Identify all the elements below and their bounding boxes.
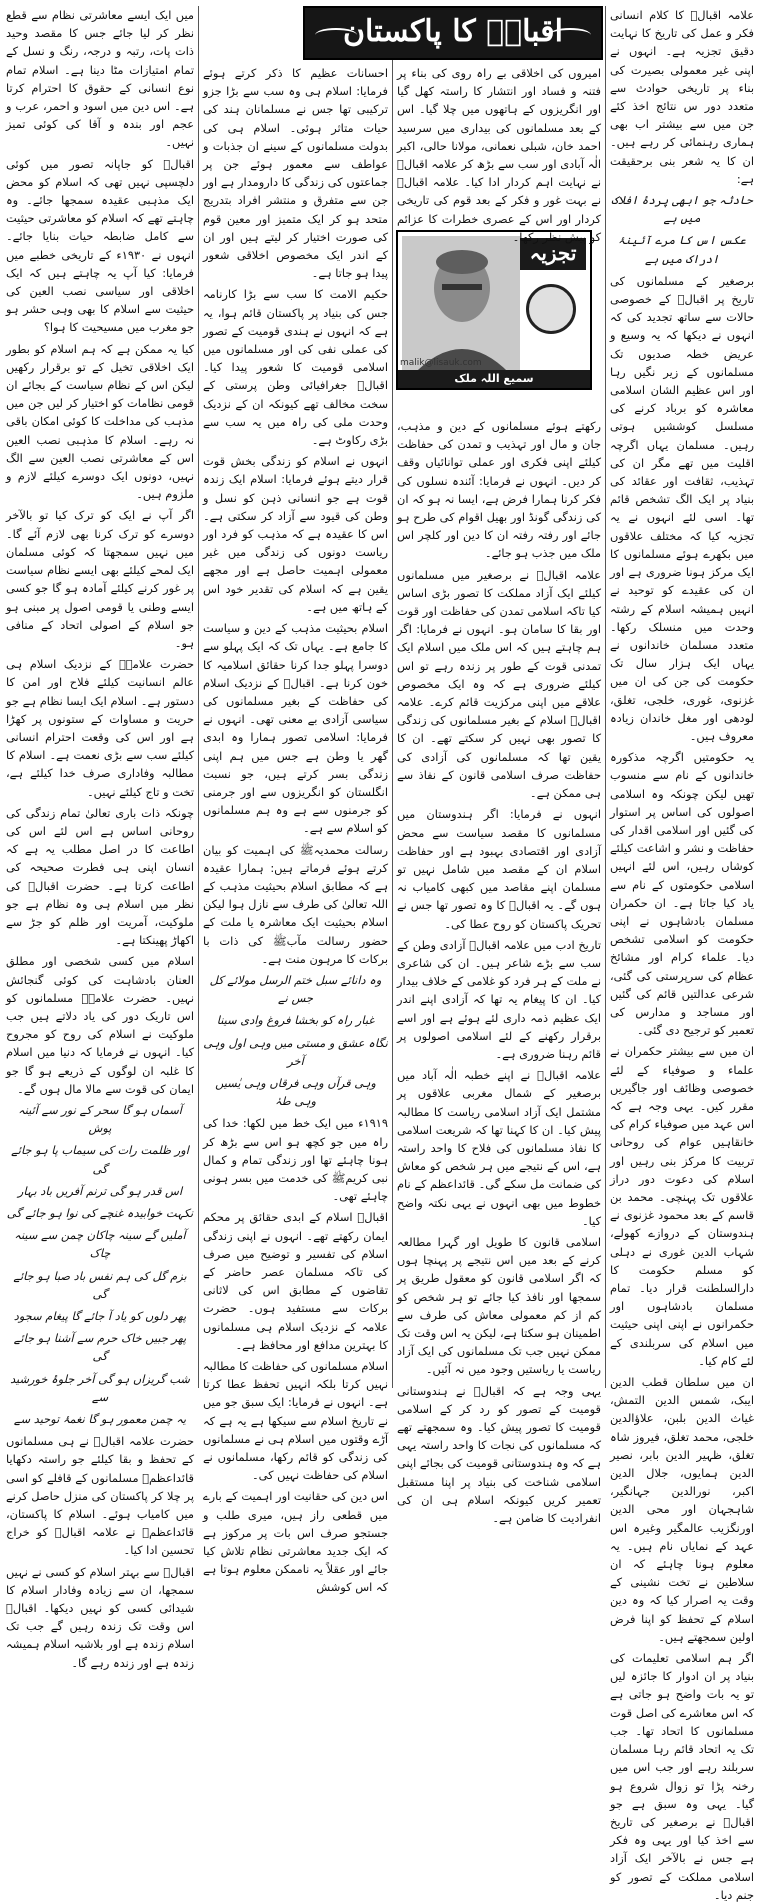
paragraph: ان میں سے بیشتر حکمران نے علماء و صوفیاء کے لئے خصوصی وظائف اور جاگیریں مقرر کیں۔ یہی وجہ ہے کہ اس عہد میں صوفیاء کرام کی خانقاہیں عوام کی روحانی تربیت کا مرکز بنی رہیں اور اسلام کی دعوت دور دراز علاقوں تک پہنچی۔ محمد بن قاسم کے بعد محمود غزنوی نے ہندوستان کے دروازے کھولے، شہاب الدین غوری نے دہلی کو مسلم حکومت کا دارالسلطنت قرار دیا۔ تمام مسلمان بادشاہوں اور حکمرانوں نے اپنی اپنی حیثیت میں اسلام کی سربلندی کے لئے کام کیا۔ bbox=[610, 1044, 754, 1368]
paragraph: حضرت علامہؒ کے نزدیک اسلام ہی عالم انسانیت کیلئے فلاح اور امن کا دستور ہے۔ اسلام ایک ایسا نظام ہے جو حریت و مساوات کے ستونوں پر کھڑا ہے اور اس کی وقعت احترام انسانی کیلئے سب سے بڑی نعمت ہے۔ اسلام کا مطالبہ وفاداری صرف خدا کیلئے ہے، تخت و تاج کیلئے نہیں۔ bbox=[6, 657, 194, 799]
paragraph: یہ حکومتیں اگرچہ مذکورہ خاندانوں کے نام سے منسوب تھیں لیکن چونکہ وہ اسلامی اصولوں کی اساس پر استوار کی گئیں اور اسلامی اقدار کی حفاظت و نشر و اشاعت کیلئے کوشاں رہیں، اس لئے انہیں اسلامی حکومتوں کے نام سے یاد کیا جاتا ہے۔ ان حکمران مسلمان بادشاہوں نے اپنی حکومت کو اسلامی تشخص دیا۔ علماء کرام اور مشائخ عظام کی سرپرستی کی گئی، شرعی عدالتیں قائم کی گئیں اور مساجد و مدارس کی تعمیر کو ترجیح دی گئی۔ bbox=[610, 750, 754, 1038]
article-column-3 bbox=[202, 64, 388, 1595]
paragraph: اسلام بحیثیت مذہب کے دین و سیاست کا جامع ہے۔ یہاں تک کہ ایک پہلو سے دوسرا پہلو جدا کرنا حقائق اسلامیہ کا خون کرنا ہے۔ اقبالؒ کے نزدیک اسلام کی حفاظت کے بغیر مسلمانوں کی سیاسی آزادی بے معنی تھی۔ انہوں نے فرمایا: اسلامی تصور ہمارا وہ ابدی گھر یا وطن ہے جس میں ہم اپنی زندگی بسر کرتے ہیں، جو نسبت انگلستان کو انگریزوں سے اور جرمنی کو جرمنوں سے ہے وہ ہم مسلمانوں کو اسلام سے ہے۔ bbox=[203, 621, 388, 836]
paragraph: احسانات عظیم کا ذکر کرتے ہوئے فرمایا: اسلام ہی وہ سب سے بڑا جزو ترکیبی تھا جس نے مسلمانان ہند کی حیات متاثر ہوئی۔ اسلام ہی کی بدولت مسلمانوں کے سینے ان جذبات و عواطف سے معمور ہوئے جن پر جماعتوں کی زندگی کا دارومدار ہے اور جن سے متفرق و منتشر افراد بتدریج متحد ہو کر ایک متمیز اور معین قوم کی صورت اختیار کر لیتے ہیں اور ان کے اندر ایک مخصوص اخلاقی شعور پیدا ہو جاتا ہے۔ bbox=[203, 66, 388, 281]
paragraph: رسالت محمدیہﷺ کی اہمیت کو بیان کرتے ہوئے فرماتے ہیں: ہمارا عقیدہ ہے کہ مطابق اسلام بحیثیت مذہب کے اللہ تعالیٰ کی طرف سے نازل ہوا لیکن اسلام بحیثیت ایک معاشرہ یا ملت کے حضور رسالت مآبﷺ کی ذات با برکات کا مرہون منت ہے۔ bbox=[203, 842, 388, 966]
column-rule bbox=[198, 6, 199, 1388]
paragraph: انہوں نے اسلام کو زندگی بخش قوت قرار دیتے ہوئے فرمایا: اسلام ایک زندہ قوت ہے جو انسانی ذہن کو نسل و وطن کی قیود سے آزاد کر سکتی ہے۔ اس کا عقیدہ ہے کہ مذہب کو فرد اور ریاست دونوں کی زندگی میں غیر معمولی اہمیت حاصل ہے اور مجھے یقین ہے کہ اسلام کی تقدیر خود اس کے ہاتھ میں ہے۔ bbox=[203, 454, 388, 614]
paragraph: اسلام مسلمانوں کی حفاظت کا مطالبہ نہیں کرتا بلکہ انہیں تحفظ عطا کرتا ہے۔ انہوں نے فرمایا: ایک سبق جو میں نے تاریخ اسلام سے سیکھا ہے یہ ہے کہ آڑے وقتوں میں اسلام ہی نے مسلمانوں کی زندگی کو قائم رکھا، مسلمانوں نے اسلام کی حفاظت نہیں کی۔ bbox=[202, 1359, 388, 1483]
article-title: اقبالؒ کا پاکستان bbox=[343, 14, 563, 49]
paragraph: ان میں سلطان قطب الدین ایبک، شمس الدین التمش، غیاث الدین بلبن، علاؤالدین خلجی، محمد تغلق، فیروز شاہ تغلق، ظہیر الدین بابر، نصیر الدین ہمایوں، جلال الدین اکبر، نورالدین جہانگیر، شاہجہان اور محی الدین اورنگزیب عالمگیر وغیرہ اس عہد کے نمایاں نام ہیں۔ یہ معلوم ہونا چاہئے کہ ان سلاطین نے تخت نشینی کے وقت یہ اصرار کیا کہ وہ دین اسلام کے تحفظ کو اپنا فرض اولین سمجھتے ہیں۔ bbox=[610, 1375, 754, 1644]
verse-line: اور ظلمت رات کی سیماب پا ہو جائے گی bbox=[11, 1143, 189, 1176]
verse-line: نگاہ عشق و مستی میں وہی اول وہی آخر bbox=[203, 1035, 388, 1068]
column-rule bbox=[392, 6, 393, 1388]
paragraph: برصغیر کے مسلمانوں کی تاریخ پر اقبالؒ کے خصوصی حالات سے ساتھ تجدید کی کہ انہوں نے دیکھا کہ یہ وسیع و عریض خطہ صدیوں تک مسلمانوں کے زیر نگیں رہا اور اس عظیم الشان اسلامی معاشرہ کو برباد کرنے کی مسلسل کوششیں ہوتی رہیں۔ مسلمان یہاں اگرچہ اقلیت میں تھے مگر ان کی تہذیب، ثقافت اور عقائد کی بنیاد پر ایک الگ تشخص قائم تھا۔ اسی لئے انہوں نے یہ تجزیہ کیا کہ مختلف علاقوں میں بکھرے ہوئے مسلمانوں کا ایک مرکز ہونا ضروری ہے اور ان کی عقیدے کو توحید نے انہیں ہمیشہ اسلام کے رشتہ وحدت میں منسلک رکھا۔ متعدد مسلمان خاندانوں نے یہاں ایک ہزار سال تک حکومت کی جن کی ان میں غزنوی، غوری، خلجی، تغلق، لودھی اور مغل خاندان زیادہ معروف ہیں۔ bbox=[610, 273, 754, 743]
photo-spacer bbox=[397, 249, 601, 417]
verse-line: یہ چمن معمور ہو گا نغمۂ توحید سے bbox=[13, 1412, 187, 1427]
article-column-4 bbox=[6, 6, 194, 1670]
verse-line: آملیں گے سینہ چاکان چمن سے سینہ چاک bbox=[14, 1228, 186, 1261]
verse-line: عکس اس کا مرے آئینۂ ادراک میں ہے bbox=[618, 233, 746, 266]
verse-line: نکہت خوابیدہ غنچے کی نوا ہو جائے گی bbox=[6, 1206, 194, 1220]
paragraph: امیروں کی اخلاقی بے راہ روی کی بناء پر فتنہ و فساد اور انتشار کا راستہ کھل گیا اور انگریزوں کے ہاتھوں میں چلا گیا۔ اس کے بعد مسلمانوں کی بیداری میں سرسید احمد خان، شبلی نعمانی، مولانا حالی، اکبر الٰہ آبادی اور سب سے بڑھ کر علامہ اقبالؒ نے نہایت اہم کردار ادا کیا۔ علامہ اقبالؒ نے بہت غور و فکر کے بعد قوم کی تاریخی کردار اور اس کے عصری خطرات کا عزائم کو پیش نظر رکھا۔ bbox=[397, 66, 601, 244]
paragraph: اگر ہم اسلامی تعلیمات کی بنیاد پر ان ادوار کا جائزہ لیں تو یہ بات واضح ہو جاتی ہے کہ اس معاشرے کی اصل قوت مسلمانوں کا اتحاد تھا۔ جب تک یہ اتحاد قائم رہا مسلمان سربلند رہے اور جب اس میں رخنہ پڑا تو زوال شروع ہو گیا۔ یہی وہ سبق ہے جو اقبالؒ نے برصغیر کی تاریخ سے اخذ کیا اور یہی وہ فکر ہے جس نے بالآخر ایک آزاد اسلامی مملکت کے تصور کو جنم دیا۔ bbox=[610, 1651, 754, 1902]
verse-line: اس قدر ہو گی ترنم آفریں باد بہار bbox=[17, 1183, 183, 1198]
paragraph: اقبالؒ کو جاپانہ تصور میں کوئی دلچسپی نہیں تھی کہ اسلام کو محض ایک مذہبی عقیدہ سمجھا جائے۔ وہ چاہتے تھے کہ اسلام کو معاشرتی حیثیت سے کامل ضابطہ حیات بنایا جائے۔ انہوں نے ۱۹۳۰ء کے تاریخی خطبے میں فرمایا: کیا آپ یہ چاہتے ہیں کہ ایک اخلاقی اور سیاسی نصب العین کی حیثیت سے اسلام کا بھی وہی حشر ہو جو مغرب میں مسیحیت کا ہوا؟ bbox=[6, 156, 194, 335]
paragraph: اقبالؒ اسلام کے ابدی حقائق پر محکم ایمان رکھتے تھے۔ انہوں نے اپنی زندگی اسلام کی تفسیر و توضیح میں صرف کی تاکہ مسلمان عصر حاضر کے تقاضوں کے مطابق اس کی لاثانی برکات سے مستفید ہوں۔ حضرت علامہ کے نزدیک اسلام ہی مسلمانوں کا بہترین مدافع اور محافظ ہے۔ bbox=[203, 1210, 388, 1352]
paragraph: ۱۹۱۹ء میں ایک خط میں لکھا: خدا کی راہ میں جو کچھ ہو اس سے بڑھ کر ہونا چاہئے تھا اور زندگی تمام و کمال نبی کریمﷺ کی خدمت میں بسر ہونی چاہئے تھی۔ bbox=[203, 1116, 388, 1204]
column-rule bbox=[605, 6, 606, 1388]
paragraph: حکیم الامت کا سب سے بڑا کارنامہ جس کی بنیاد پر پاکستان قائم ہوا، یہ ہے کہ انہوں نے ہندی قومیت کے تصور کی عملی نفی کی اور مسلمانوں میں اسلامی قومیت کا شعور پیدا کیا۔ اقبالؒ جغرافیائی وطن پرستی کے سخت مخالف تھے کیونکہ ان کے نزدیک وحدت ملی کی راہ میں یہ سب سے بڑی رکاوٹ ہے۔ bbox=[203, 287, 388, 448]
paragraph: اگر آپ نے ایک کو ترک کیا تو بالآخر دوسرے کو ترک کرنا بھی لازم آئے گا۔ میں نہیں سمجھتا کہ کوئی مسلمان ایک لمحے کیلئے بھی ایسے نظام سیاست پر غور کرنے کیلئے آمادہ ہو گا جو کسی ایسے وطنی یا قومی اصول پر مبنی ہو جو اسلام کے اصولی اتحاد کے منافی ہو۔ bbox=[6, 508, 194, 650]
paragraph: چونکہ ذات باری تعالیٰ تمام زندگی کی روحانی اساس ہے اس لئے اس کی اطاعت کا در اصل مطلب یہ ہے کہ انسان اپنی ہی فطرت صحیحہ کی اطاعت کرتا ہے۔ حضرت اقبالؒ کی نظر میں اسلام ہی وہ نظام ہے جو ملوکیت، آمریت اور ظلم کو جڑ سے اکھاڑ پھینکتا ہے۔ bbox=[6, 805, 194, 948]
paragraph: اس دین کی حقانیت اور اہمیت کے بارے میں قطعی راز ہیں، میری طلب و جستجو صرف اس بات پر مرکوز ہے کہ ایک جدید معاشرتی نظام تلاش کیا جائے اور عقلاً یہ ناممکن معلوم ہوتا ہے کہ اس کوشش bbox=[203, 1489, 388, 1595]
verse-line: پھر دلوں کو یاد آ جائے گا پیغام سجود bbox=[13, 1309, 187, 1324]
paragraph: رکھتے ہوئے مسلمانوں کے دین و مذہب، جان و مال اور تہذیب و تمدن کی حفاظت کیلئے اپنی فکری اور عملی توانائیاں وقف کر دیں۔ انہوں نے فرمایا: آئندہ نسلوں کی فکر کرنا ہمارا فرض ہے، ایسا نہ ہو کہ ان کی زندگی گونڈ اور بھیل اقوام کی طرح ہو جائے اور رفتہ رفتہ ان کا دین اور کلچر اس ملک میں جذب ہو جائے۔ bbox=[397, 419, 601, 561]
verse-line: حادثہ جو ابھی پردۂ افلاک میں ہے bbox=[611, 193, 753, 226]
section-kicker: تجزیہ bbox=[520, 238, 586, 270]
article-column-1 bbox=[610, 6, 754, 1902]
paragraph: کیا یہ ممکن ہے کہ ہم اسلام کو بطور ایک اخلاقی تخیل کے تو برقرار رکھیں لیکن اس کے نظام سیاست کے بجائے ان قومی نظامات کو اختیار کر لیں جن میں مذہب کی مداخلت کا کوئی امکان باقی نہ رہے۔ اسلام کا مذہبی نصب العین اس کے معاشرتی نصب العین سے الگ نہیں، دونوں ایک دوسرے کیلئے لازم و ملزوم ہیں۔ bbox=[6, 341, 194, 502]
paragraph: علامہ اقبالؒ نے اپنے خطبہ الٰہ آباد میں برصغیر کے شمال مغربی علاقوں پر مشتمل ایک آزاد اسلامی ریاست کا مطالبہ پیش کیا۔ ان کا کہنا تھا کہ شریعت اسلامی کا نفاذ مسلمانوں کی فلاح کا واحد راستہ ہے، اس کے نتیجے میں ہر شخص کو معاش کی ضمانت مل سکے گی۔ قائداعظم کے نام خطوط میں بھی انہوں نے یہی نکتہ واضح کیا۔ bbox=[397, 1068, 601, 1228]
paragraph: انہوں نے فرمایا: اگر ہندوستان میں مسلمانوں کا مقصد سیاست سے محض آزادی اور اقتصادی بہبود ہے اور حفاظت اسلام ان کے مقصد میں شامل نہیں تو مسلمان اپنے مقاصد میں کبھی کامیاب نہ ہوں گے۔ یہ اقبالؒ کا وہ تصور تھا جس نے تحریک پاکستان کو روح عطا کی۔ bbox=[397, 807, 601, 931]
author-email: malik@lisauk.com bbox=[400, 358, 482, 368]
paragraph: یہی وجہ ہے کہ اقبالؒ نے ہندوستانی قومیت کے تصور کو رد کر کے اسلامی قومیت کا تصور پیش کیا۔ وہ سمجھتے تھے کہ مسلمانوں کی نجات کا واحد راستہ یہی ہے کہ وہ ہندوستانی قومیت کی بجائے اپنی اسلامی شناخت کی بنیاد پر اپنا مستقبل تعمیر کریں کیونکہ اسلام ہی ان کی انفرادیت کا ضامن ہے۔ bbox=[397, 1383, 601, 1526]
verse-line: آسماں ہو گا سحر کے نور سے آئینہ پوش bbox=[18, 1102, 182, 1136]
paragraph: اسلامی قانون کا طویل اور گہرا مطالعہ کرنے کے بعد میں اس نتیجے پر پہنچا ہوں کہ اگر اسلامی قانون کو معقول طریق پر سمجھا اور نافذ کیا جائے تو ہر شخص کو کم از کم معمولی معاش کی طرف سے اطمینان ہو سکتا ہے، لیکن یہ اس وقت تک ممکن نہیں جب تک مسلمانوں کی ایک آزاد ریاست یا ریاستیں وجود میں نہ آئیں۔ bbox=[397, 1234, 601, 1377]
verse-line: وہی قرآں وہی فرقاں وہی یٰسیں وہی طہٰ bbox=[215, 1075, 376, 1109]
paragraph: میں ایک ایسے معاشرتی نظام سے قطع نظر کر لیا جائے جس کا مقصد وحید ذات پات، رتبہ و درجہ، رنگ و نسل کے تمام امتیازات مٹا دینا ہے۔ اسلام تمام نوع انسانی کے حقوق کا احترام کرتا ہے۔ اس دین میں اسود و احمر، عرب و عجم اور بندہ و آقا کی کوئی تمیز نہیں۔ bbox=[6, 8, 194, 150]
article-column-2 bbox=[397, 64, 601, 1526]
verse-line: پھر جبیں خاک حرم سے آشنا ہو جائے گی bbox=[13, 1331, 187, 1364]
verse-line: وہ دانائے سبل ختم الرسل مولائے کل جس نے bbox=[209, 972, 382, 1006]
paragraph: علامہ اقبالؒ کا کلام انسانی فکر و عمل کی تاریخ کا نہایت دقیق تجزیہ ہے۔ انہوں نے اپنی غیر معمولی بصیرت کی بناء پر تاریخی حوادث سے متعدد دور س نتائج اخذ کئے جن میں سے بیشتر اب بھی ہماری رہنمائی کر رہے ہیں۔ ان کا یہ شعر بنی برحقیقت ہے: bbox=[610, 8, 754, 186]
verse-line: غبار راہ کو بخشا فروغ وادی سینا bbox=[216, 1013, 375, 1028]
verse-line: شب گریزاں ہو گی آخر جلوۂ خورشید سے bbox=[10, 1371, 190, 1404]
paragraph: علامہ اقبالؒ نے برصغیر میں مسلمانوں کیلئے ایک آزاد مملکت کا تصور بڑی اساس کیا تاکہ اسلامی تمدن کی حفاظت اور قوت اور بقا کا سامان ہو۔ انہوں نے فرمایا: اگر ہم چاہتے ہیں کہ اس ملک میں اسلام ایک تمدنی قوت کے طور پر زندہ رہے تو اس کیلئے ضروری ہے کہ وہ ایک مخصوص علاقے میں اپنی مرکزیت قائم کرے۔ علامہ اقبالؒ اسلام کے بغیر مسلمانوں کی زندگی کا تصور بھی نہیں کر سکتے تھے۔ ان کا یقین تھا کہ مسلمانوں کی آزادی کی حفاظت صرف اسلامی قانون کے نفاذ سے ہی ممکن ہے۔ bbox=[397, 567, 601, 801]
author-name: سمیع اللہ ملک bbox=[454, 372, 534, 385]
article-title-banner bbox=[303, 6, 603, 60]
paragraph: تاریخ ادب میں علامہ اقبالؒ آزادی وطن کے سب سے بڑے شاعر ہیں۔ ان کی شاعری نے ملت کے ہر فرد کو غلامی کے خلاف بیدار کیا۔ ان کا پیغام یہ تھا کہ آزادی اپنے اندر ایک عظیم ذمہ داری لئے ہوئے ہے اور اسے برقرار رکھنے کے لئے اسلامی اصولوں پر قائم رہنا ضروری ہے۔ bbox=[397, 937, 601, 1061]
paragraph: اسلام میں کسی شخصی اور مطلق العنان بادشاہت کی کوئی گنجائش نہیں۔ حضرت علامہؒ مسلمانوں کو اس تاریک دور کی یاد دلاتے ہیں جب ملوکیت نے اسلام کی روح کو مجروح کیا۔ انہوں نے فرمایا کہ دنیا میں اسلام کا غلبہ ان لوگوں کے ذریعے ہو گا جو ایمان کی قوت سے مالا مال ہوں گے۔ bbox=[6, 954, 194, 1096]
paragraph: اقبالؒ سے بہتر اسلام کو کسی نے نہیں سمجھا، ان سے زیادہ وفادار اسلام کا شیدائی کسی کو نہیں دیکھا۔ اقبالؒ اس وقت تک زندہ رہیں گے جب تک اسلام زندہ ہے اور بلاشبہ اسلام ہمیشہ زندہ ہے اور زندہ رہے گا۔ bbox=[6, 1564, 194, 1670]
verse-line: بزم گل کی ہم نفس باد صبا ہو جائے گی bbox=[13, 1268, 187, 1301]
paragraph: حضرت علامہ اقبالؒ نے ہی مسلمانوں کے تحفظ و بقا کیلئے جو راستہ دکھایا قائداعظمؒ مسلمانوں کے قافلے کو اسی پر چلا کر پاکستان کی منزل حاصل کرنے میں کامیاب ہوئے۔ اسلام کا پاکستان، قائداعظمؒ نے علامہ اقبالؒ کو خراج تحسین ادا کیا۔ bbox=[6, 1434, 194, 1558]
